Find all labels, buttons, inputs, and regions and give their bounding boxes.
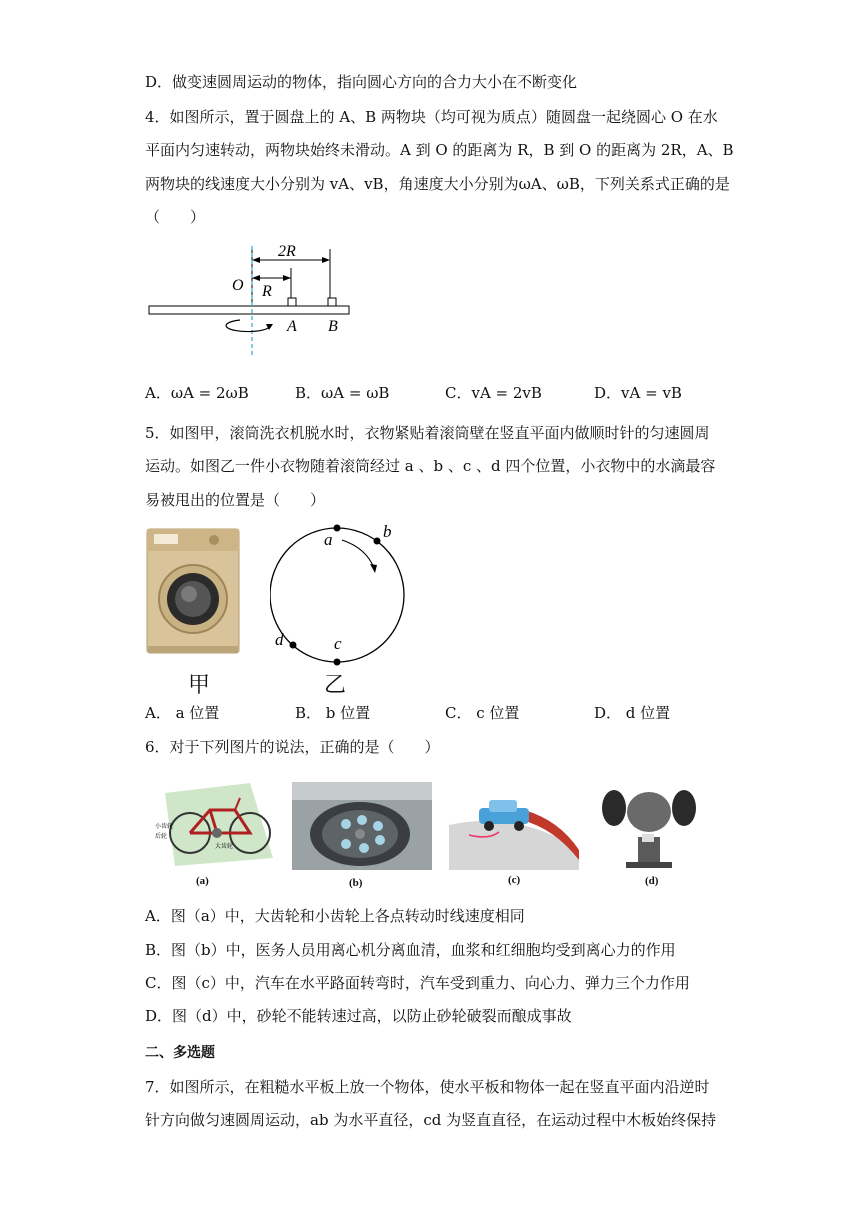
clockwise-arrow [342,540,374,568]
svg-text:小齿轮: 小齿轮 [155,824,174,830]
grinder-image [600,782,698,870]
q5-option-a[interactable]: A． a 位置 [145,704,220,722]
disc-plate [149,306,349,314]
fig-label-d: (d) [645,875,659,887]
car-turning-image [449,780,579,870]
q6-option-c[interactable]: C．图（c）中，汽车在水平路面转弯时，汽车受到重力、向心力、弹力三个力作用 [145,974,690,992]
q5-option-b[interactable]: B． b 位置 [295,704,371,722]
q4-disc-diagram [140,238,360,363]
drum-diagram [270,518,410,668]
bicycle-image [155,778,275,870]
point-d [290,642,297,649]
fig-label-a: (a) [196,875,209,887]
q6-option-a[interactable]: A．图（a）中，大齿轮和小齿轮上各点转动时线速度相同 [145,907,525,925]
q4-option-c[interactable]: C．vA = 2vB [445,384,542,402]
q4-option-d[interactable]: D．vA = vB [594,384,682,402]
fig-label-c: (c) [508,874,521,886]
q4-option-a[interactable]: A．ωA = 2ωB [145,384,249,402]
q5-stem-line3: 易被甩出的位置是（ ） [145,491,326,509]
point-b [374,538,381,545]
q4-stem-line2: 平面内匀速转动，两物块始终未滑动。A 到 O 的距离为 R，B 到 O 的距离为 2R，A、B [145,141,734,159]
svg-text:c: c [334,634,342,653]
q5-stem-line2: 运动。如图乙一件小衣物随着滚筒经过 a 、b 、c 、d 四个位置，小衣物中的水滴最容 [145,457,716,475]
point-c [334,659,341,666]
svg-text:后轮: 后轮 [155,834,168,840]
q6-stem: 6．对于下列图片的说法，正确的是（ ） [145,738,440,756]
q4-stem-line3: 两物块的线速度大小分别为 vA、vB，角速度大小分别为ωA、ωB，下列关系式正确的是 [145,175,730,193]
block-b [328,298,336,306]
q5-option-d[interactable]: D． d 位置 [594,704,671,722]
q6-option-b[interactable]: B．图（b）中，医务人员用离心机分离血清，血浆和红细胞均受到离心力的作用 [145,941,676,959]
q7-stem-line2: 针方向做匀速圆周运动，ab 为水平直径，cd 为竖直直径，在运动过程中木板始终保持 [145,1111,717,1129]
svg-text:d: d [275,630,284,649]
block-a [288,298,296,306]
label-b: B [328,318,338,335]
label-2r: 2R [278,243,296,260]
q3-option-d: D．做变速圆周运动的物体，指向圆心方向的合力大小在不断变化 [145,73,578,91]
section-heading-multi-choice: 二、多选题 [145,1045,215,1061]
point-a [334,525,341,532]
q5-stem-line1: 5．如图甲，滚筒洗衣机脱水时，衣物紧贴着滚筒壁在竖直平面内做顺时针的匀速圆周 [145,424,710,442]
caption-yi: 乙 [324,673,347,698]
label-o: O [232,277,244,294]
q6-option-d[interactable]: D．图（d）中，砂轮不能转速过高，以防止砂轮破裂而酿成事故 [145,1007,572,1025]
rotation-arrow [226,320,270,332]
centrifuge-image [292,782,432,870]
label-a: A [287,318,297,335]
q4-stem-line1: 4．如图所示，置于圆盘上的 A、B 两物块（均可视为质点）随圆盘一起绕圆心 O 在水 [145,108,718,126]
q4-option-b[interactable]: B．ωA = ωB [295,384,390,402]
svg-text:a: a [324,530,333,549]
q4-stem-line4: （ ） [145,208,206,226]
washing-machine-image [146,528,242,658]
fig-label-b: (b) [349,877,363,889]
svg-text:b: b [383,522,392,541]
q7-stem-line1: 7．如图所示，在粗糙水平板上放一个物体，使水平板和物体一起在竖直平面内沿逆时 [145,1078,710,1096]
label-r: R [262,283,272,300]
caption-jia: 甲 [188,673,211,698]
q5-option-c[interactable]: C． c 位置 [445,704,520,722]
svg-text:大齿轮: 大齿轮 [215,844,234,850]
